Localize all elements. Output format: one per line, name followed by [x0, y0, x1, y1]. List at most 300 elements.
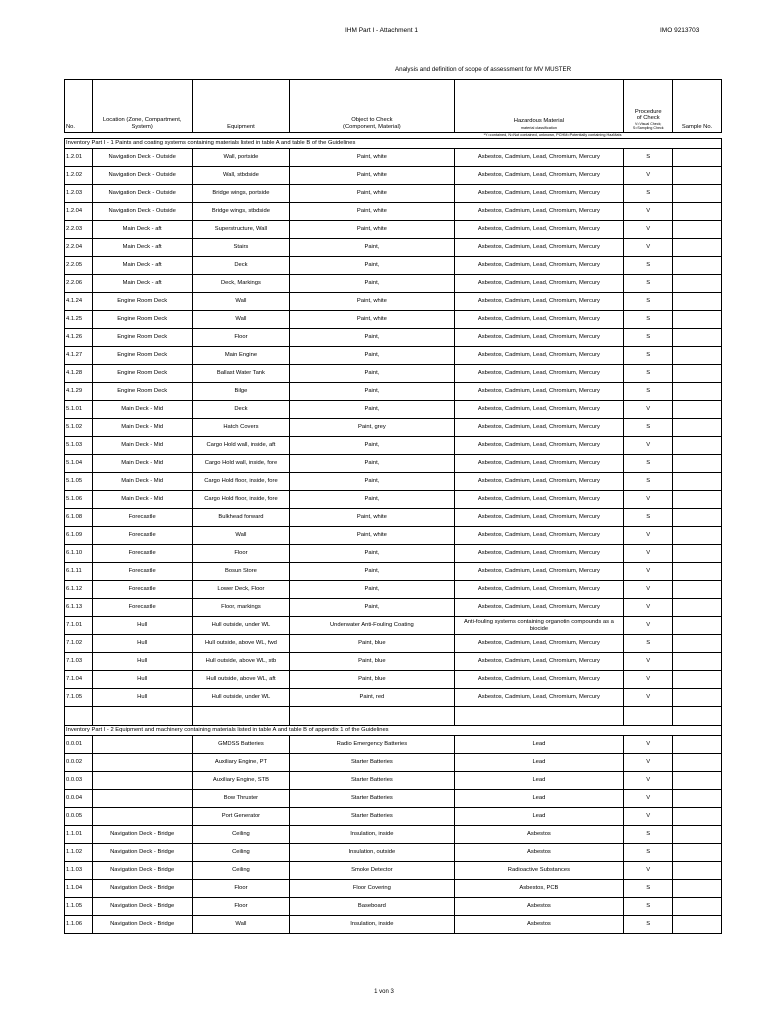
cell-sample	[673, 491, 722, 509]
cell-location: Main Deck - Mid	[92, 437, 192, 455]
cell-sample	[673, 862, 722, 880]
cell-sample	[673, 203, 722, 221]
cell-no: 2.2.03	[65, 221, 93, 239]
cell-no: 4.1.25	[65, 311, 93, 329]
cell-location: Main Deck - Mid	[92, 491, 192, 509]
col-header-location: Location (Zone, Compartment, System)	[92, 80, 192, 133]
cell-sample	[673, 671, 722, 689]
cell-procedure: V	[624, 545, 673, 563]
cell-equipment: Deck	[192, 257, 290, 275]
cell-no: 2.2.04	[65, 239, 93, 257]
cell-object: Paint, white	[290, 527, 454, 545]
cell-equipment: Bosun Store	[192, 563, 290, 581]
section-header-row	[65, 726, 722, 736]
cell-hazardous: Asbestos, Cadmium, Lead, Chromium, Mercury	[454, 167, 624, 185]
cell-equipment: Ballast Water Tank	[192, 365, 290, 383]
table-row	[65, 383, 722, 401]
table-row	[65, 185, 722, 203]
cell-hazardous: Asbestos, Cadmium, Lead, Chromium, Mercury	[454, 203, 624, 221]
cell-procedure: S	[624, 826, 673, 844]
cell-no: 4.1.29	[65, 383, 93, 401]
cell-equipment: Floor	[192, 898, 290, 916]
cell-procedure: S	[624, 880, 673, 898]
cell-procedure: V	[624, 862, 673, 880]
cell-no: 7.1.05	[65, 689, 93, 707]
cell-object: Floor Covering	[290, 880, 454, 898]
cell-equipment: GMDSS Batteries	[192, 736, 290, 754]
cell-no: 1.1.04	[65, 880, 93, 898]
cell-procedure: S	[624, 635, 673, 653]
cell-location: Main Deck - aft	[92, 275, 192, 293]
table-row	[65, 329, 722, 347]
col-header-hazardous	[454, 80, 624, 133]
table-row	[65, 617, 722, 635]
table-row	[65, 880, 722, 898]
cell-sample	[673, 772, 722, 790]
cell-hazardous: Asbestos	[454, 898, 624, 916]
cell-hazardous: Lead	[454, 790, 624, 808]
cell-location: Engine Room Deck	[92, 365, 192, 383]
cell-sample	[673, 880, 722, 898]
cell-hazardous: Asbestos, Cadmium, Lead, Chromium, Mercury	[454, 347, 624, 365]
cell-sample	[673, 736, 722, 754]
cell-object: Paint, white	[290, 293, 454, 311]
cell-equipment: Floor	[192, 329, 290, 347]
empty-cell	[290, 707, 454, 726]
cell-no: 4.1.28	[65, 365, 93, 383]
cell-location: Navigation Deck - Bridge	[92, 844, 192, 862]
cell-hazardous: Asbestos	[454, 844, 624, 862]
cell-hazardous: Asbestos, Cadmium, Lead, Chromium, Mercury	[454, 149, 624, 167]
col-header-object: Object to Check (Component, Material)	[290, 80, 454, 133]
cell-equipment: Hull outside, above WL, stb	[192, 653, 290, 671]
table-row	[65, 419, 722, 437]
cell-no: 6.1.08	[65, 509, 93, 527]
cell-equipment: Main Engine	[192, 347, 290, 365]
cell-object: Paint, red	[290, 689, 454, 707]
cell-location: Forecastle	[92, 599, 192, 617]
cell-no: 7.1.01	[65, 617, 93, 635]
cell-sample	[673, 653, 722, 671]
cell-equipment: Superstructure, Wall	[192, 221, 290, 239]
cell-hazardous: Asbestos, Cadmium, Lead, Chromium, Mercury	[454, 689, 624, 707]
cell-procedure: V	[624, 437, 673, 455]
cell-object: Paint,	[290, 455, 454, 473]
table-row	[65, 527, 722, 545]
cell-hazardous: Asbestos, Cadmium, Lead, Chromium, Mercury	[454, 563, 624, 581]
cell-procedure: V	[624, 581, 673, 599]
cell-equipment: Bridge wings, portside	[192, 185, 290, 203]
cell-no: 1.2.02	[65, 167, 93, 185]
cell-equipment: Wall, stbdside	[192, 167, 290, 185]
cell-procedure: V	[624, 239, 673, 257]
cell-no: 1.1.03	[65, 862, 93, 880]
cell-no: 5.1.01	[65, 401, 93, 419]
cell-location: Main Deck - Mid	[92, 401, 192, 419]
cell-no: 4.1.27	[65, 347, 93, 365]
cell-no: 0.0.03	[65, 772, 93, 790]
cell-equipment: Wall	[192, 311, 290, 329]
cell-equipment: Floor	[192, 545, 290, 563]
cell-sample	[673, 898, 722, 916]
cell-equipment: Wall, portside	[192, 149, 290, 167]
table-row	[65, 221, 722, 239]
cell-object: Paint, white	[290, 509, 454, 527]
table-row	[65, 653, 722, 671]
cell-sample	[673, 545, 722, 563]
cell-location: Forecastle	[92, 581, 192, 599]
cell-no: 7.1.03	[65, 653, 93, 671]
section-header-row	[65, 139, 722, 149]
procedure-header-label: Procedure of Check	[634, 109, 662, 122]
cell-location: Navigation Deck - Bridge	[92, 898, 192, 916]
cell-object: Paint,	[290, 239, 454, 257]
cell-sample	[673, 509, 722, 527]
cell-object: Paint, white	[290, 185, 454, 203]
cell-procedure: V	[624, 808, 673, 826]
cell-procedure: S	[624, 844, 673, 862]
cell-location: Navigation Deck - Bridge	[92, 862, 192, 880]
cell-no: 6.1.13	[65, 599, 93, 617]
cell-procedure: S	[624, 311, 673, 329]
table-row	[65, 563, 722, 581]
cell-hazardous: Asbestos	[454, 826, 624, 844]
cell-sample	[673, 754, 722, 772]
cell-no: 1.1.05	[65, 898, 93, 916]
cell-sample	[673, 790, 722, 808]
table-row	[65, 509, 722, 527]
cell-hazardous: Asbestos, Cadmium, Lead, Chromium, Mercury	[454, 311, 624, 329]
cell-no: 5.1.02	[65, 419, 93, 437]
section-title: Inventory Part I - 2 Equipment and machinery containing materials listed in table A and table B of appendix 1 of the Guidelines	[65, 726, 722, 736]
cell-procedure: S	[624, 365, 673, 383]
table-row	[65, 167, 722, 185]
cell-object: Underwater Anti-Fouling Coating	[290, 617, 454, 635]
cell-equipment: Port Generator	[192, 808, 290, 826]
section-title: Inventory Part I - 1 Paints and coating systems containing materials listed in table A and table B of the Guidelines	[65, 139, 722, 149]
cell-equipment: Bulkhead forward	[192, 509, 290, 527]
cell-hazardous: Asbestos, Cadmium, Lead, Chromium, Mercury	[454, 185, 624, 203]
cell-location: Hull	[92, 635, 192, 653]
cell-object: Paint,	[290, 401, 454, 419]
cell-sample	[673, 916, 722, 934]
cell-location: Navigation Deck - Outside	[92, 149, 192, 167]
cell-procedure: S	[624, 916, 673, 934]
cell-location: Main Deck - aft	[92, 221, 192, 239]
cell-hazardous: Lead	[454, 754, 624, 772]
table-row	[65, 401, 722, 419]
cell-sample	[673, 437, 722, 455]
cell-sample	[673, 257, 722, 275]
hazardous-header-sublabel: material classification	[520, 125, 557, 130]
cell-no: 2.2.05	[65, 257, 93, 275]
table-row	[65, 473, 722, 491]
cell-no: 6.1.10	[65, 545, 93, 563]
cell-location: Main Deck - aft	[92, 239, 192, 257]
cell-sample	[673, 329, 722, 347]
cell-procedure: S	[624, 898, 673, 916]
cell-no: 0.0.04	[65, 790, 93, 808]
table-row	[65, 862, 722, 880]
cell-no: 5.1.04	[65, 455, 93, 473]
cell-location: Navigation Deck - Outside	[92, 203, 192, 221]
cell-equipment: Cargo Hold floor, inside, fore	[192, 491, 290, 509]
cell-no: 4.1.24	[65, 293, 93, 311]
cell-procedure: S	[624, 455, 673, 473]
cell-no: 7.1.02	[65, 635, 93, 653]
cell-hazardous: Asbestos, Cadmium, Lead, Chromium, Mercury	[454, 383, 624, 401]
cell-procedure: V	[624, 491, 673, 509]
cell-equipment: Ceiling	[192, 844, 290, 862]
cell-object: Paint, white	[290, 167, 454, 185]
cell-object: Paint, white	[290, 221, 454, 239]
cell-hazardous: Asbestos, Cadmium, Lead, Chromium, Mercury	[454, 329, 624, 347]
cell-object: Paint, white	[290, 311, 454, 329]
cell-sample	[673, 844, 722, 862]
table-row	[65, 736, 722, 754]
cell-equipment: Cargo Hold wall, inside, fore	[192, 455, 290, 473]
table-row	[65, 671, 722, 689]
cell-procedure: S	[624, 257, 673, 275]
cell-hazardous: Asbestos, Cadmium, Lead, Chromium, Mercury	[454, 419, 624, 437]
table-row	[65, 491, 722, 509]
empty-cell	[624, 707, 673, 726]
cell-sample	[673, 347, 722, 365]
table-row	[65, 149, 722, 167]
cell-equipment: Auxiliary Engine, PT	[192, 754, 290, 772]
cell-object: Paint,	[290, 491, 454, 509]
cell-object: Paint,	[290, 329, 454, 347]
cell-equipment: Bow Thruster	[192, 790, 290, 808]
cell-object: Paint, blue	[290, 671, 454, 689]
cell-sample	[673, 617, 722, 635]
cell-no: 1.2.01	[65, 149, 93, 167]
table-row	[65, 581, 722, 599]
cell-object: Paint, grey	[290, 419, 454, 437]
table-header-row	[65, 80, 722, 133]
cell-sample	[673, 383, 722, 401]
cell-sample	[673, 185, 722, 203]
cell-procedure: V	[624, 754, 673, 772]
cell-hazardous: Radioactive Substances	[454, 862, 624, 880]
cell-sample	[673, 311, 722, 329]
cell-hazardous: Asbestos, Cadmium, Lead, Chromium, Mercury	[454, 599, 624, 617]
cell-location: Hull	[92, 671, 192, 689]
cell-hazardous: Asbestos, Cadmium, Lead, Chromium, Mercury	[454, 437, 624, 455]
table-row	[65, 772, 722, 790]
cell-object: Starter Batteries	[290, 754, 454, 772]
imo-number: IMO 9213703	[660, 27, 700, 34]
cell-procedure: V	[624, 671, 673, 689]
cell-sample	[673, 167, 722, 185]
cell-hazardous: Asbestos, Cadmium, Lead, Chromium, Mercury	[454, 491, 624, 509]
cell-no: 4.1.26	[65, 329, 93, 347]
cell-equipment: Deck, Markings	[192, 275, 290, 293]
table-row	[65, 545, 722, 563]
cell-sample	[673, 293, 722, 311]
cell-sample	[673, 826, 722, 844]
cell-object: Paint,	[290, 599, 454, 617]
cell-hazardous: Asbestos, Cadmium, Lead, Chromium, Mercury	[454, 545, 624, 563]
cell-object: Paint,	[290, 257, 454, 275]
cell-no: 5.1.05	[65, 473, 93, 491]
cell-hazardous: Asbestos, PCB	[454, 880, 624, 898]
table-row	[65, 455, 722, 473]
cell-sample	[673, 581, 722, 599]
cell-object: Insulation, outside	[290, 844, 454, 862]
cell-no: 6.1.09	[65, 527, 93, 545]
cell-procedure: S	[624, 329, 673, 347]
cell-no: 6.1.12	[65, 581, 93, 599]
cell-location	[92, 772, 192, 790]
cell-sample	[673, 635, 722, 653]
cell-object: Paint,	[290, 383, 454, 401]
cell-hazardous: Asbestos, Cadmium, Lead, Chromium, Mercury	[454, 275, 624, 293]
table-row	[65, 293, 722, 311]
table-row	[65, 311, 722, 329]
cell-hazardous: Asbestos, Cadmium, Lead, Chromium, Mercury	[454, 401, 624, 419]
cell-location: Main Deck - Mid	[92, 419, 192, 437]
cell-location: Forecastle	[92, 527, 192, 545]
cell-procedure: S	[624, 347, 673, 365]
cell-equipment: Hull outside, above WL, aft	[192, 671, 290, 689]
cell-procedure: S	[624, 509, 673, 527]
empty-cell	[92, 707, 192, 726]
cell-object: Paint,	[290, 347, 454, 365]
cell-object: Starter Batteries	[290, 772, 454, 790]
cell-location: Navigation Deck - Outside	[92, 167, 192, 185]
table-row	[65, 916, 722, 934]
cell-procedure: V	[624, 221, 673, 239]
cell-object: Radio Emergency Batteries	[290, 736, 454, 754]
cell-sample	[673, 455, 722, 473]
cell-object: Paint,	[290, 581, 454, 599]
cell-no: 1.1.06	[65, 916, 93, 934]
cell-hazardous: Asbestos, Cadmium, Lead, Chromium, Mercury	[454, 221, 624, 239]
cell-object: Paint,	[290, 473, 454, 491]
table-row	[65, 790, 722, 808]
table-row	[65, 599, 722, 617]
cell-equipment: Deck	[192, 401, 290, 419]
cell-hazardous: Lead	[454, 736, 624, 754]
cell-no: 0.0.01	[65, 736, 93, 754]
cell-location	[92, 790, 192, 808]
cell-hazardous: Asbestos, Cadmium, Lead, Chromium, Mercury	[454, 293, 624, 311]
cell-sample	[673, 401, 722, 419]
cell-location: Navigation Deck - Bridge	[92, 880, 192, 898]
cell-location: Navigation Deck - Bridge	[92, 826, 192, 844]
cell-location: Engine Room Deck	[92, 347, 192, 365]
cell-equipment: Hatch Covers	[192, 419, 290, 437]
hazardous-header-label: Hazardous Material	[513, 118, 565, 125]
cell-equipment: Cargo Hold floor, inside, fore	[192, 473, 290, 491]
cell-location: Navigation Deck - Outside	[92, 185, 192, 203]
cell-location: Forecastle	[92, 563, 192, 581]
cell-no: 6.1.11	[65, 563, 93, 581]
cell-equipment: Lower Deck, Floor	[192, 581, 290, 599]
cell-hazardous: Asbestos, Cadmium, Lead, Chromium, Mercury	[454, 635, 624, 653]
table-row	[65, 275, 722, 293]
cell-object: Paint, white	[290, 149, 454, 167]
cell-object: Starter Batteries	[290, 790, 454, 808]
cell-equipment: Hull outside, under WL	[192, 617, 290, 635]
cell-procedure: S	[624, 275, 673, 293]
cell-object: Paint,	[290, 563, 454, 581]
col-header-procedure	[624, 80, 673, 133]
table-row	[65, 754, 722, 772]
table-row	[65, 808, 722, 826]
cell-equipment: Floor, markings	[192, 599, 290, 617]
cell-object: Paint, blue	[290, 635, 454, 653]
cell-object: Paint, blue	[290, 653, 454, 671]
cell-location: Engine Room Deck	[92, 383, 192, 401]
cell-object: Insulation, inside	[290, 826, 454, 844]
cell-procedure: S	[624, 185, 673, 203]
cell-no: 5.1.03	[65, 437, 93, 455]
cell-sample	[673, 149, 722, 167]
cell-hazardous: Asbestos	[454, 916, 624, 934]
empty-cell	[673, 707, 722, 726]
cell-sample	[673, 689, 722, 707]
cell-equipment: Hull outside, above WL, fwd	[192, 635, 290, 653]
cell-location: Main Deck - aft	[92, 257, 192, 275]
cell-location: Engine Room Deck	[92, 311, 192, 329]
table-row	[65, 203, 722, 221]
cell-equipment: Ceiling	[192, 826, 290, 844]
cell-location: Main Deck - Mid	[92, 473, 192, 491]
cell-hazardous: Asbestos, Cadmium, Lead, Chromium, Mercury	[454, 509, 624, 527]
cell-hazardous: Asbestos, Cadmium, Lead, Chromium, Mercury	[454, 653, 624, 671]
cell-hazardous: Asbestos, Cadmium, Lead, Chromium, Mercury	[454, 671, 624, 689]
cell-location: Engine Room Deck	[92, 293, 192, 311]
cell-procedure: V	[624, 401, 673, 419]
table-row	[65, 898, 722, 916]
col-header-no: No.	[65, 80, 93, 133]
cell-no: 2.2.06	[65, 275, 93, 293]
table-row	[65, 844, 722, 862]
cell-object: Paint,	[290, 437, 454, 455]
cell-procedure: V	[624, 563, 673, 581]
table-row	[65, 347, 722, 365]
cell-procedure: V	[624, 167, 673, 185]
cell-procedure: V	[624, 527, 673, 545]
cell-sample	[673, 473, 722, 491]
cell-equipment: Bilge	[192, 383, 290, 401]
cell-hazardous: Asbestos, Cadmium, Lead, Chromium, Mercury	[454, 581, 624, 599]
cell-equipment: Ceiling	[192, 862, 290, 880]
cell-equipment: Auxiliary Engine, STB	[192, 772, 290, 790]
cell-hazardous: Asbestos, Cadmium, Lead, Chromium, Mercury	[454, 257, 624, 275]
table-row	[65, 257, 722, 275]
table-row	[65, 365, 722, 383]
document-header-title: IHM Part I - Attachment 1	[345, 27, 418, 34]
cell-hazardous: Anti-fouling systems containing organotin compounds as a biocide	[454, 617, 624, 635]
cell-procedure: S	[624, 293, 673, 311]
cell-procedure: V	[624, 653, 673, 671]
cell-object: Paint,	[290, 365, 454, 383]
empty-cell	[192, 707, 290, 726]
cell-location	[92, 808, 192, 826]
cell-equipment: Wall	[192, 527, 290, 545]
cell-procedure: S	[624, 149, 673, 167]
cell-equipment: Wall	[192, 916, 290, 934]
cell-no: 7.1.04	[65, 671, 93, 689]
cell-procedure: V	[624, 203, 673, 221]
empty-cell	[65, 707, 93, 726]
cell-no: 0.0.02	[65, 754, 93, 772]
cell-hazardous: Asbestos, Cadmium, Lead, Chromium, Mercury	[454, 365, 624, 383]
cell-object: Baseboard	[290, 898, 454, 916]
